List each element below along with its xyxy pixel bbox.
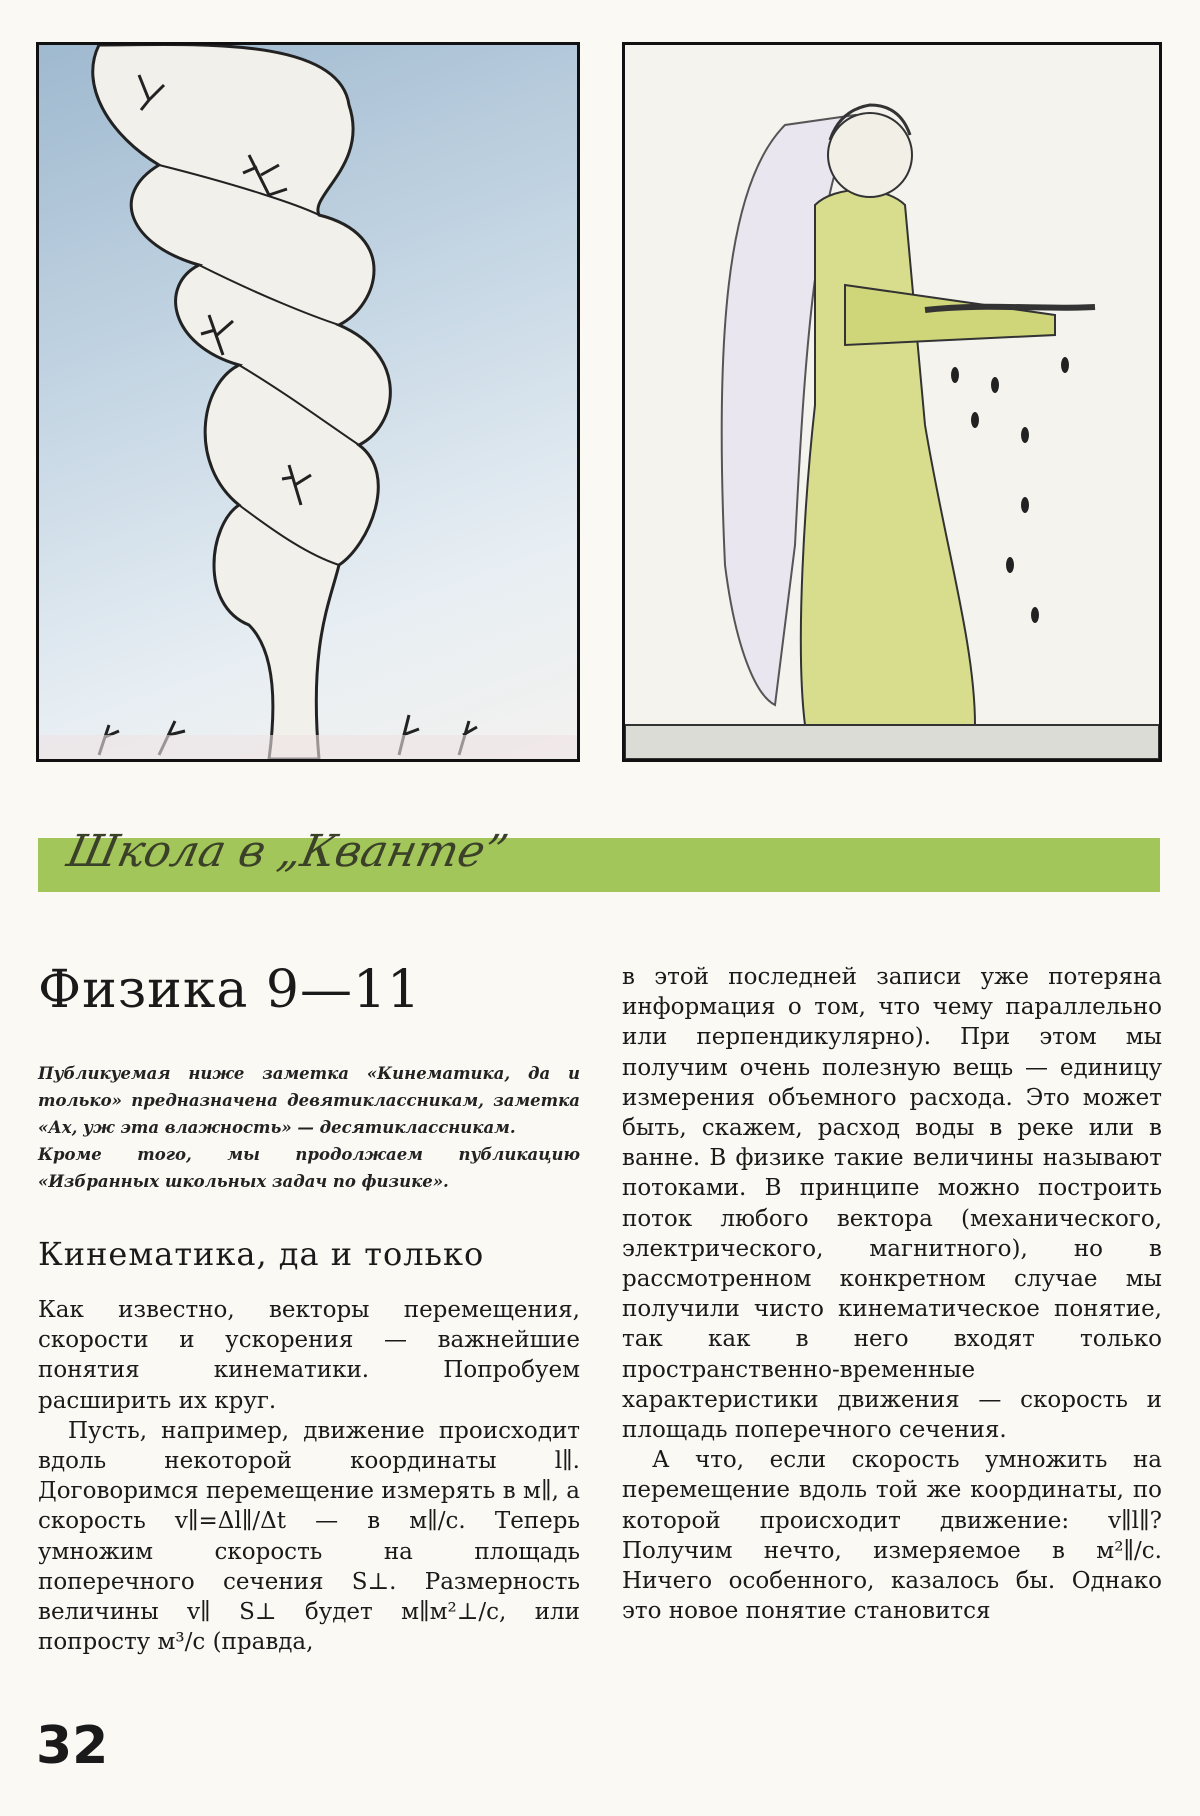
article-title: Кинематика, да и только — [38, 1235, 485, 1273]
article-body-left — [38, 1295, 580, 1657]
paragraph: в этой последней записи уже потеряна информация о том, что чему параллельно или перпендикулярно). При этом мы получим очень полезную вещь — единицу измерения объемного расхода. Это может быть, скажем, расход воды в реке или в ванне. В физике такие величины называют потоками. В принципе можно построить поток любого вектора (механического, электрического, магнитного), но в рассмотренном конкретном случае мы получили чисто кинематическое понятие, так как в него входят только пространственно-временные характеристики движения — скорость и площадь поперечного сечения. — [622, 964, 1162, 1444]
angel-illustration — [622, 42, 1162, 762]
tornado-drawing — [39, 45, 577, 759]
right-column — [622, 962, 1162, 1626]
water-drops — [951, 357, 1069, 623]
banner-script-text: Школа в „Кванте” — [62, 826, 513, 877]
paragraph: Пусть, например, движение происходит вдоль некоторой координаты l∥. Договоримся перемещение измерять в м∥, а скорость v∥=Δl∥/Δt — в м∥/с. Теперь умножим скорость на площадь поперечного сечения S⊥. Размерность величины v∥ S⊥ будет м∥м²⊥/с, или попросту м³/с (правда, — [38, 1417, 580, 1656]
robe — [801, 190, 975, 725]
intro-paragraph-2: Кроме того, мы продолжаем публикацию «Избранных школьных задач по физике». — [38, 1145, 580, 1191]
angel-drawing — [625, 45, 1159, 759]
article-body-right — [622, 962, 1162, 1626]
left-column — [38, 958, 580, 1657]
floor — [625, 725, 1159, 759]
funnel-shape — [93, 45, 391, 759]
paragraph: А что, если скорость умножить на перемещение вдоль той же координаты, по которой происходит движение: v∥l∥? Получим нечто, измеряемое в м²∥/с. Ничего особенного, казалось бы. Однако это новое понятие становится — [622, 1447, 1162, 1625]
wrung-cloth — [925, 307, 1095, 310]
section-title: Физика 9—11 — [38, 960, 422, 1020]
intro-note — [38, 1060, 580, 1195]
page-number: 32 — [36, 1716, 109, 1776]
intro-paragraph-1: Публикуемая ниже заметка «Кинематика, да и только» предназначена девятиклассникам, заметка «Ах, уж эта влажность» — десятиклассникам. — [38, 1064, 580, 1137]
paragraph: Как известно, векторы перемещения, скорости и ускорения — важнейшие понятия кинематики. Попробуем расширить их круг. — [38, 1297, 580, 1414]
tornado-illustration — [36, 42, 580, 762]
head — [828, 113, 912, 197]
